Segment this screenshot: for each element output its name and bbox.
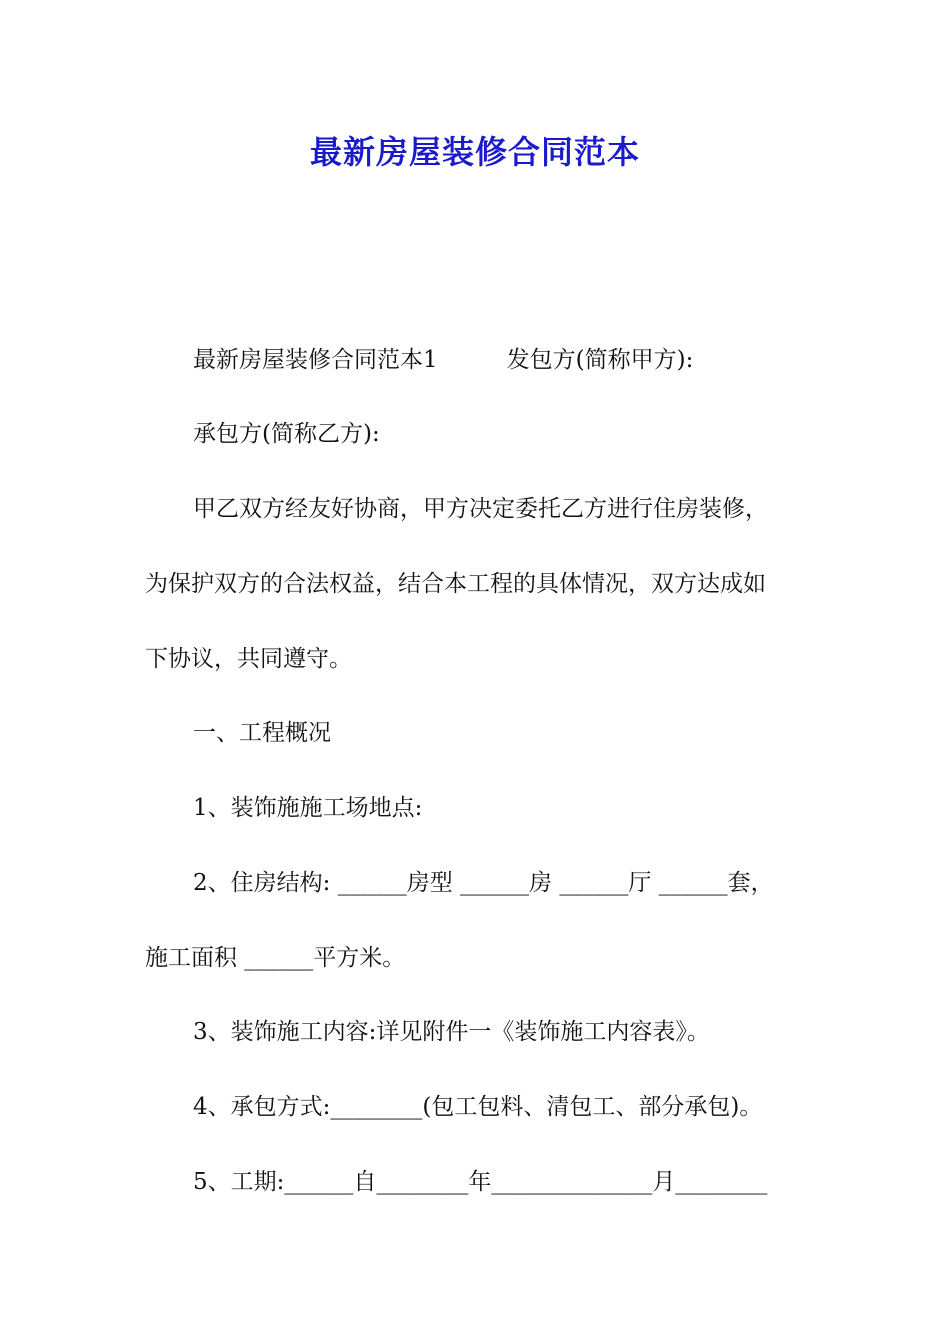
clause-5-duration: 5、工期:______自________年______________月________ <box>193 1169 768 1195</box>
document-title: 最新房屋装修合同范本 <box>309 133 640 171</box>
paragraph-intro-line-2: 为保护双方的合法权益，结合本工程的具体情况，双方达成如 <box>145 571 766 597</box>
clause-2-housing-structure: 2、住房结构: ______房型 ______房 ______厅 ______套， <box>193 870 774 896</box>
clause-2-construction-area: 施工面积 ______平方米。 <box>145 945 406 971</box>
paragraph-party-a: 最新房屋装修合同范本1 发包方(简称甲方): <box>193 347 694 373</box>
section-heading-project-overview: 一、工程概况 <box>193 720 331 746</box>
clause-1-site-location: 1、装饰施施工场地点: <box>193 795 423 821</box>
paragraph-intro-line-3: 下协议，共同遵守。 <box>145 646 352 672</box>
paragraph-party-b: 承包方(简称乙方): <box>193 421 380 447</box>
clause-3-construction-content: 3、装饰施工内容:详见附件一《装饰施工内容表》。 <box>193 1019 710 1045</box>
clause-4-contract-method: 4、承包方式:________(包工包料、清包工、部分承包)。 <box>193 1094 763 1120</box>
paragraph-intro-line-1: 甲乙双方经友好协商，甲方决定委托乙方进行住房装修， <box>193 496 768 522</box>
